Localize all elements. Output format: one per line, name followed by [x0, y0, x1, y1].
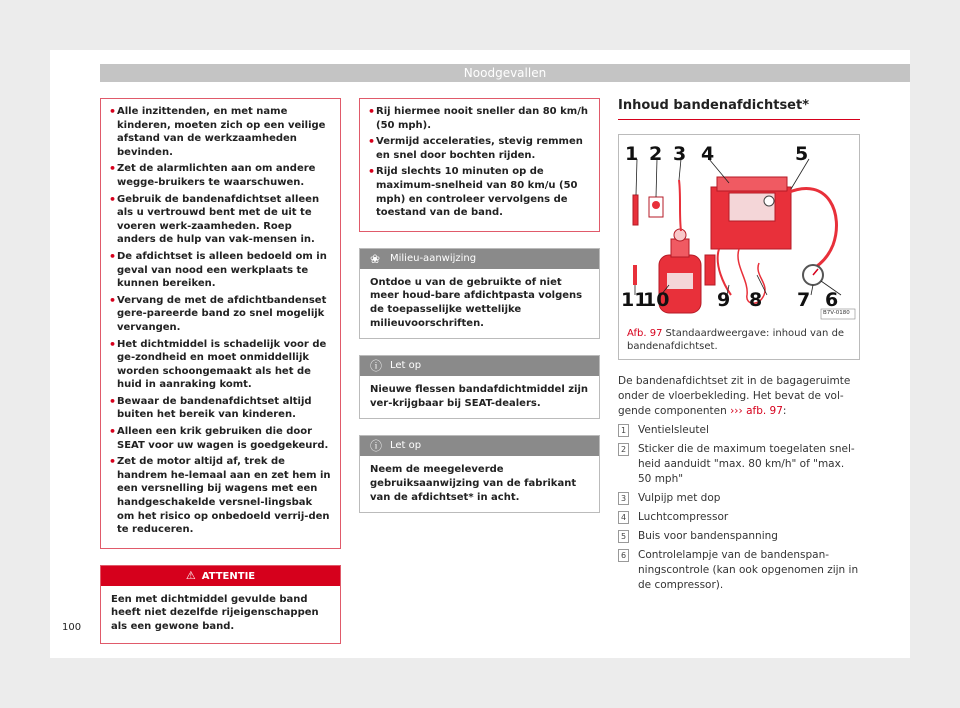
component-number: 3	[618, 492, 629, 505]
component-item	[618, 423, 860, 438]
component-text: Ventielsleutel	[638, 424, 709, 436]
bullet-item: • Rijd slechts 10 minuten op de maximum-snelheid van 80 km/u (50 mph) en controleer vervolgens de toestand van de band.	[368, 165, 591, 219]
figure-label: 1	[625, 143, 639, 165]
note-title-2: Let op	[390, 440, 422, 452]
component-number: 1	[618, 424, 629, 437]
figure-label: 4	[701, 143, 715, 165]
component-number: 5	[618, 530, 629, 543]
bullet-item: • Vervang de met de afdichtbandenset gere-pareerde band zo snel mogelijk vervangen.	[109, 294, 332, 335]
environment-note	[359, 248, 600, 339]
bullet-item: • Rij hiermee nooit sneller dan 80 km/h (50 mph).	[368, 105, 591, 132]
component-item	[618, 491, 860, 506]
info-icon: ⓘ	[370, 439, 383, 454]
component-item	[618, 529, 860, 544]
note-title-1: Let op	[390, 360, 422, 372]
attention-title: ATTENTIE	[201, 570, 256, 582]
environment-title: Milieu-aanwijzing	[390, 252, 477, 264]
bullet-item: • De afdichtset is alleen bedoeld om in geval van nood een werkplaats te kunnen bereiken.	[109, 250, 332, 291]
component-text: Buis voor bandenspanning	[638, 530, 778, 542]
component-number: 4	[618, 511, 629, 524]
component-number: 6	[618, 549, 629, 562]
component-item	[618, 442, 860, 487]
figure-code: B7V-0180	[823, 310, 850, 316]
figure-label: 5	[795, 143, 809, 165]
component-item	[618, 510, 860, 525]
warning-triangle-icon: ⚠	[185, 568, 196, 582]
chapter-header: Noodgevallen	[100, 64, 910, 82]
bullet-item: • Zet de alarmlichten aan om andere wegge-bruikers te waarschuwen.	[109, 162, 332, 189]
warning-list-box	[100, 98, 341, 549]
bullet-item: • Zet de motor altijd af, trek de handrem he-lemaal aan en zet hem in een versnelling bij wagens met een handgeschakelde versnel-lingsbak om het risico op onbedoeld verrij-den te reduceren.	[109, 455, 332, 537]
component-text: Sticker die de maximum toegelaten snel-heid aanduidt "max. 80 km/h" of "max. 50 mph"	[638, 443, 855, 485]
figure-label: 6	[825, 289, 839, 311]
attention-header	[101, 566, 340, 586]
bullet-item: • Het dichtmiddel is schadelijk voor de ge-zondheid en moet onmiddellijk worden schoongemaakt als het de huid in aanraking komt.	[109, 338, 332, 392]
tire-sealant-kit-illustration	[619, 135, 859, 321]
bullet-item: • Alleen een krik gebruiken die door SEAT voor uw wagen is goedgekeurd.	[109, 425, 332, 452]
bullet-item: • Vermijd acceleraties, stevig remmen en snel door bochten rijden.	[368, 135, 591, 162]
note-box-1	[359, 355, 600, 419]
component-text: Luchtcompressor	[638, 511, 729, 523]
figure-ref: Afb. 97	[627, 328, 663, 339]
figure-label: 3	[673, 143, 687, 165]
component-text: Vulpijp met dop	[638, 492, 721, 504]
figure-link[interactable]: afb. 97	[746, 405, 783, 417]
figure-97	[618, 134, 860, 360]
figure-label: 2	[649, 143, 663, 165]
figure-label: 8	[749, 289, 763, 311]
environment-text: Ontdoe u van de gebruikte of niet meer houd-bare afdichtpasta volgens de toepasselijke wettelijke milieuvoorschriften.	[370, 276, 583, 329]
note-header-2	[360, 436, 599, 456]
environment-header	[360, 249, 599, 269]
figure-link-arrows: ›››	[730, 405, 743, 417]
info-icon: ⓘ	[370, 359, 383, 374]
environment-icon: ❀	[370, 251, 381, 266]
column-left	[100, 98, 341, 644]
bullet-item: • Alle inzittenden, en met name kinderen, moeten zich op een veilige afstand van de werkzaamheden bevinden.	[109, 105, 332, 159]
driving-warning-list	[368, 105, 591, 220]
column-middle	[359, 98, 600, 513]
note-text-1: Nieuwe flessen bandafdichtmiddel zijn ver-krijgbaar bij SEAT-dealers.	[370, 384, 589, 409]
section-title: Inhoud bandenafdichtset*	[618, 98, 860, 120]
figure-labels-bottom	[621, 289, 857, 311]
column-right	[618, 98, 860, 597]
page-number: 100	[62, 622, 82, 633]
intro-paragraph	[618, 374, 860, 419]
component-item	[618, 548, 860, 593]
intro-colon: :	[782, 405, 787, 417]
component-text: Controlelampje van de bandenspan-ningscontrole (kan ook opgenomen zijn in de compressor).	[638, 549, 859, 591]
note-text-2: Neem de meegeleverde gebruiksaanwijzing van de fabrikant van de afdichtset* in acht.	[370, 464, 577, 503]
component-number: 2	[618, 443, 629, 456]
page	[50, 50, 910, 658]
figure-caption-text: Standaardweergave: inhoud van de bandenafdichtset.	[627, 328, 845, 352]
attention-box	[100, 565, 341, 644]
figure-label: 11	[621, 289, 648, 311]
figure-label: 9	[717, 289, 731, 311]
driving-warning-box	[359, 98, 600, 232]
figure-caption	[619, 321, 859, 359]
note-header-1	[360, 356, 599, 376]
figure-label: 7	[797, 289, 811, 311]
bullet-item: • Gebruik de bandenafdichtset alleen als u vertrouwd bent met de uit te voeren werk-zaamheden. Roep anders de hulp van vak-mensen in.	[109, 193, 332, 247]
figure-label: 10	[643, 289, 670, 311]
bullet-item: • Bewaar de bandenafdichtset altijd buiten het bereik van kinderen.	[109, 395, 332, 422]
attention-text: Een met dichtmiddel gevulde band heeft niet dezelfde rijeigenschappen als een gewone band.	[111, 593, 319, 632]
note-box-2	[359, 435, 600, 513]
component-list	[618, 423, 860, 593]
warning-list	[109, 105, 332, 537]
figure-labels-top	[625, 143, 853, 165]
intro-text: De bandenafdichtset zit in de bagageruimte onder de vloerbekleding. Het bevat de vol-gende componenten	[618, 375, 851, 417]
